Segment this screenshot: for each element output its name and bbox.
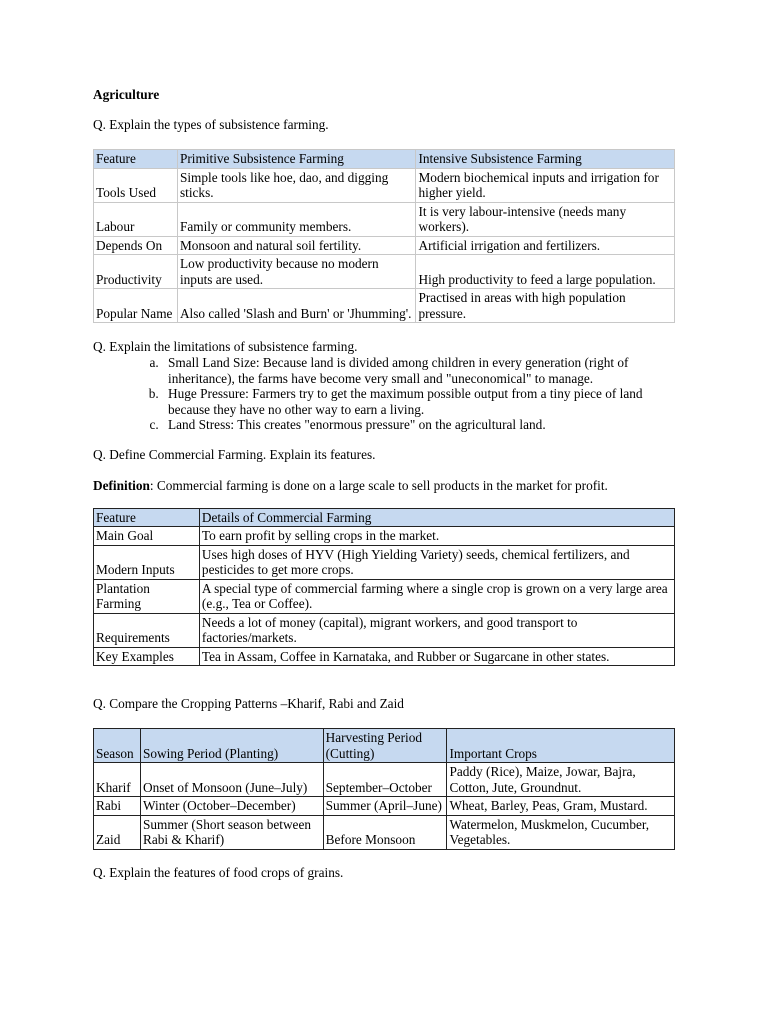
question-2: Q. Explain the limitations of subsistence farming. xyxy=(93,339,358,354)
table-cell: Family or community members. xyxy=(177,202,416,236)
header-cell: Details of Commercial Farming xyxy=(199,508,674,527)
table-cell: Practised in areas with high population pressure. xyxy=(416,289,675,323)
table-cell: Key Examples xyxy=(94,647,200,666)
question-3: Q. Define Commercial Farming. Explain its features. xyxy=(93,446,376,462)
table-cell: Artificial irrigation and fertilizers. xyxy=(416,236,675,255)
table-row xyxy=(94,255,675,289)
table-row xyxy=(94,579,675,613)
question-1: Q. Explain the types of subsistence farming. xyxy=(93,117,329,132)
table-cell: Depends On xyxy=(94,236,178,255)
table-cell: Uses high doses of HYV (High Yielding Variety) seeds, chemical fertilizers, and pesticides to get more crops. xyxy=(199,545,674,579)
subsistence-farming-table xyxy=(93,149,675,323)
definition-label: Definition xyxy=(93,477,150,493)
table-row xyxy=(94,289,675,323)
table-cell: Monsoon and natural soil fertility. xyxy=(177,236,416,255)
table-cell: Labour xyxy=(94,202,178,236)
table-row xyxy=(94,763,675,797)
table-cell: Summer (April–June) xyxy=(323,797,447,816)
commercial-farming-table xyxy=(93,508,675,667)
table-cell: Also called 'Slash and Burn' or 'Jhumming'. xyxy=(177,289,416,323)
table-row xyxy=(94,527,675,546)
header-cell: Primitive Subsistence Farming xyxy=(177,150,416,169)
table-header-row xyxy=(94,729,675,763)
header-cell: Harvesting Period (Cutting) xyxy=(323,729,447,763)
table-cell: Zaid xyxy=(94,815,141,849)
table-cell: Productivity xyxy=(94,255,178,289)
table-cell: Watermelon, Muskmelon, Cucumber, Vegetables. xyxy=(447,815,675,849)
header-cell: Important Crops xyxy=(447,729,675,763)
table-cell: High productivity to feed a large population. xyxy=(416,255,675,289)
table-row xyxy=(94,613,675,647)
table-cell: A special type of commercial farming where a single crop is grown on a very large area (e.g., Tea or Coffee). xyxy=(199,579,674,613)
table-header-row xyxy=(94,508,675,527)
header-cell: Feature xyxy=(94,508,200,527)
table-cell: Simple tools like hoe, dao, and digging sticks. xyxy=(177,168,416,202)
header-cell: Feature xyxy=(94,150,178,169)
document-page xyxy=(93,86,675,881)
table-row xyxy=(94,202,675,236)
table-cell: It is very labour-intensive (needs many workers). xyxy=(416,202,675,236)
table-cell: Low productivity because no modern inputs are used. xyxy=(177,255,416,289)
table-row xyxy=(94,815,675,849)
question-4: Q. Compare the Cropping Patterns –Kharif, Rabi and Zaid xyxy=(93,696,404,711)
definition-paragraph xyxy=(93,478,675,494)
table-cell: Modern biochemical inputs and irrigation for higher yield. xyxy=(416,168,675,202)
table-cell: Kharif xyxy=(94,763,141,797)
limitations-list xyxy=(93,355,675,433)
header-cell: Season xyxy=(94,729,141,763)
table-row xyxy=(94,168,675,202)
table-cell: Requirements xyxy=(94,613,200,647)
cropping-patterns-table xyxy=(93,728,675,850)
table-cell: To earn profit by selling crops in the market. xyxy=(199,527,674,546)
table-cell: Main Goal xyxy=(94,527,200,546)
section-heading: Agriculture xyxy=(93,87,160,102)
table-cell: Before Monsoon xyxy=(323,815,447,849)
table-cell: Popular Name xyxy=(94,289,178,323)
table-cell: Modern Inputs xyxy=(94,545,200,579)
table-row xyxy=(94,236,675,255)
table-cell: Tools Used xyxy=(94,168,178,202)
table-row xyxy=(94,647,675,666)
table-cell: Wheat, Barley, Peas, Gram, Mustard. xyxy=(447,797,675,816)
table-cell: Needs a lot of money (capital), migrant workers, and good transport to factories/markets. xyxy=(199,613,674,647)
table-row xyxy=(94,797,675,816)
table-cell: Tea in Assam, Coffee in Karnataka, and Rubber or Sugarcane in other states. xyxy=(199,647,674,666)
header-cell: Sowing Period (Planting) xyxy=(140,729,323,763)
table-cell: Winter (October–December) xyxy=(140,797,323,816)
list-item: b. Huge Pressure: Farmers try to get the maximum possible output from a tiny piece of land because they have no other way to earn a living. xyxy=(162,386,675,417)
table-cell: September–October xyxy=(323,763,447,797)
table-cell: Rabi xyxy=(94,797,141,816)
table-cell: Paddy (Rice), Maize, Jowar, Bajra, Cotton, Jute, Groundnut. xyxy=(447,763,675,797)
list-item: a. Small Land Size: Because land is divided among children in every generation (right of inheritance), the farms have become very small and "uneconomical" to manage. xyxy=(162,355,675,386)
table-cell: Plantation Farming xyxy=(94,579,200,613)
table-header-row xyxy=(94,150,675,169)
list-item: c. Land Stress: This creates "enormous pressure" on the agricultural land. xyxy=(162,417,675,433)
header-cell: Intensive Subsistence Farming xyxy=(416,150,675,169)
question-5: Q. Explain the features of food crops of grains. xyxy=(93,864,344,880)
table-cell: Summer (Short season between Rabi & Kharif) xyxy=(140,815,323,849)
definition-text: : Commercial farming is done on a large scale to sell products in the market for profit. xyxy=(149,477,608,493)
table-row xyxy=(94,545,675,579)
table-cell: Onset of Monsoon (June–July) xyxy=(140,763,323,797)
